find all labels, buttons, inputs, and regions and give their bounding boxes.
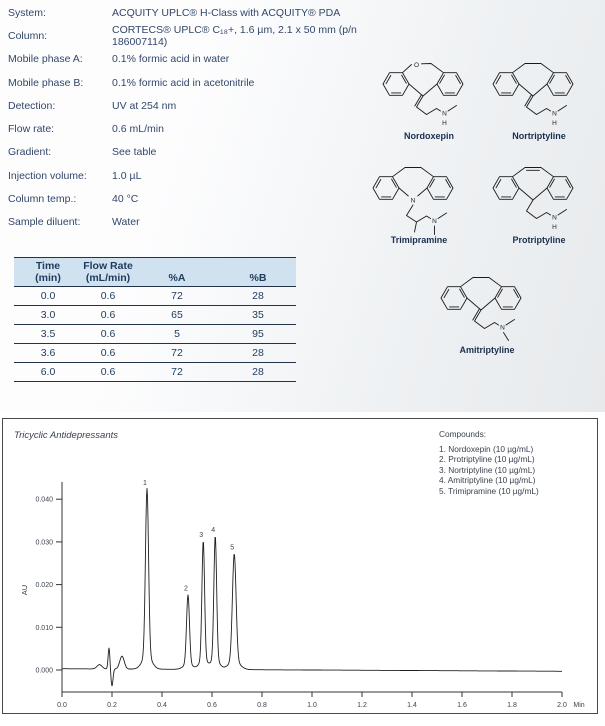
method-parameters-list	[8, 1, 360, 234]
table-cell: 65	[134, 306, 220, 325]
y-tick-label: 0.040	[35, 496, 53, 504]
parameter-label: Sample diluent:	[8, 216, 81, 229]
table-cell: 0.6	[82, 287, 134, 306]
table-cell: 72	[134, 287, 220, 306]
parameter-value: Water	[112, 216, 140, 229]
compound-name: Nortriptyline	[512, 131, 566, 141]
parameter-row	[8, 48, 360, 71]
peak-label-5: 5	[230, 544, 235, 552]
peak-label-2: 2	[184, 585, 188, 593]
table-cell: 6.0	[14, 363, 82, 382]
column-header-percent-b: %B	[220, 257, 296, 287]
column-header-percent-a: %A	[134, 257, 220, 287]
x-tick-label: 0.8	[257, 702, 267, 709]
hydrogen-atom-label: H	[552, 120, 557, 127]
parameter-row	[8, 211, 360, 234]
nitrogen-atom-label: N	[500, 324, 505, 332]
parameter-label: System:	[8, 6, 46, 19]
parameter-value: UV at 254 nm	[112, 99, 177, 112]
hydrogen-atom-label: H	[552, 224, 557, 231]
table-cell: 28	[220, 344, 296, 363]
trimipramine-structure-drawing	[364, 158, 474, 238]
table-cell: 0.0	[14, 287, 82, 306]
ring-system	[493, 64, 573, 115]
ring-system	[493, 168, 573, 219]
nitrogen-atom-label: N	[552, 214, 557, 222]
parameter-row	[8, 187, 360, 210]
structure-nordoxepin	[374, 54, 484, 141]
parameter-value: 1.0 µL	[112, 169, 142, 182]
x-tick-label: 1.0	[307, 702, 317, 709]
parameter-label: Mobile phase A:	[8, 53, 83, 66]
parameter-value: 0.1% formic acid in water	[112, 53, 230, 66]
table-cell: 95	[220, 325, 296, 344]
legend-item: 1. Nordoxepin (10 µg/mL)	[439, 443, 534, 454]
compound-name: Protriptyline	[512, 235, 566, 245]
table-cell: 3.5	[14, 325, 82, 344]
structure-protriptyline	[484, 158, 594, 245]
parameter-row	[8, 141, 360, 164]
x-tick-label: 1.6	[457, 702, 467, 709]
parameter-label: Flow rate:	[8, 123, 55, 136]
parameter-value: See table	[112, 146, 157, 159]
structure-amitriptyline	[432, 268, 542, 355]
compound-name: Nordoxepin	[403, 131, 454, 141]
nitrogen-atom-label: N	[432, 218, 437, 225]
oxygen-atom-label: O	[413, 61, 420, 69]
y-tick-label: 0.010	[35, 624, 53, 632]
nitrogen-atom-label: N	[552, 110, 557, 118]
parameter-value: ACQUITY UPLC® H-Class with ACQUITY® PDA	[112, 6, 341, 19]
peak-label-4: 4	[211, 526, 216, 534]
x-tick-label: 2.0	[557, 702, 567, 709]
table-cell: 0.6	[82, 325, 134, 344]
compound-name: Amitriptyline	[459, 345, 515, 355]
parameter-row	[8, 71, 360, 94]
table-cell: 0.6	[82, 306, 134, 325]
peak-label-1: 1	[143, 479, 147, 487]
legend-item: 3. Nortriptyline (10 µg/mL)	[439, 464, 536, 475]
parameter-value: 0.1% formic acid in acetonitrile	[112, 76, 255, 89]
hydrogen-atom-label: H	[442, 120, 447, 127]
parameter-label: Injection volume:	[8, 169, 87, 182]
chromatogram-trace	[62, 485, 562, 686]
amitriptyline-structure-drawing	[432, 268, 542, 348]
table-cell: 0.6	[82, 344, 134, 363]
y-tick-label: 0.020	[35, 582, 53, 590]
compounds-legend	[439, 429, 539, 497]
parameter-label: Column:	[8, 29, 48, 42]
parameter-row	[8, 164, 360, 187]
structure-nortriptyline	[484, 54, 594, 141]
x-tick-label: 1.4	[407, 702, 417, 709]
legend-heading: Compounds:	[439, 429, 487, 439]
table-cell: 72	[134, 344, 220, 363]
table-cell: 28	[220, 363, 296, 382]
x-tick-label: 0.0	[57, 702, 67, 709]
x-tick-label: 0.6	[207, 702, 217, 709]
table-cell: 3.0	[14, 306, 82, 325]
parameter-value: 40 °C	[112, 193, 139, 206]
column-header-flow-rate: Flow Rate (mL/min)	[82, 257, 134, 287]
parameter-label: Column temp.:	[8, 193, 77, 206]
nortriptyline-structure-drawing	[484, 54, 594, 134]
parameter-value: CORTECS® UPLC® C₁₈+, 1.6 µm, 2.1 x 50 mm (p/n 186007114)	[112, 23, 357, 48]
table-cell: 28	[220, 287, 296, 306]
table-cell: 72	[134, 363, 220, 382]
x-tick-label: 1.8	[507, 702, 517, 709]
parameter-label: Mobile phase B:	[8, 76, 84, 89]
legend-item: 4. Amitriptyline (10 µg/mL)	[439, 475, 536, 486]
parameter-label: Gradient:	[8, 146, 52, 159]
parameter-value: 0.6 mL/min	[112, 123, 164, 136]
x-tick-label: 1.2	[357, 702, 367, 709]
parameter-row	[8, 24, 360, 47]
parameter-row	[8, 1, 360, 24]
peak-label-3: 3	[199, 531, 204, 539]
ring-system	[383, 61, 463, 115]
x-tick-label: 0.4	[157, 702, 167, 709]
nordoxepin-structure-drawing	[374, 54, 484, 134]
y-tick-label: 0.000	[35, 667, 53, 675]
compound-name: Trimipramine	[390, 235, 448, 245]
chart-title: Tricyclic Antidepressants	[14, 430, 119, 441]
structure-trimipramine	[364, 158, 474, 245]
gradient-table	[14, 257, 296, 382]
parameter-label: Detection:	[8, 99, 56, 112]
ring-system	[441, 278, 521, 341]
legend-item: 2. Protriptyline (10 µg/mL)	[439, 454, 535, 465]
table-cell: 0.6	[82, 363, 134, 382]
legend-item: 5. Trimipramine (10 µg/mL)	[439, 485, 539, 496]
y-axis-label: AU	[20, 584, 29, 596]
x-tick-label: 0.2	[107, 702, 117, 709]
table-cell: 35	[220, 306, 296, 325]
y-tick-label: 0.030	[35, 539, 53, 547]
parameter-row	[8, 94, 360, 117]
compound-structures-panel	[360, 50, 605, 380]
chromatogram-figure	[2, 418, 598, 714]
table-cell: 3.6	[14, 344, 82, 363]
table-cell: 5	[134, 325, 220, 344]
column-header-time: Time (min)	[14, 257, 82, 287]
nitrogen-atom-label: N	[442, 110, 447, 118]
parameter-row	[8, 117, 360, 140]
x-axis-unit: Min	[573, 702, 585, 709]
nitrogen-atom-label: N	[410, 197, 416, 205]
protriptyline-structure-drawing	[484, 158, 594, 238]
